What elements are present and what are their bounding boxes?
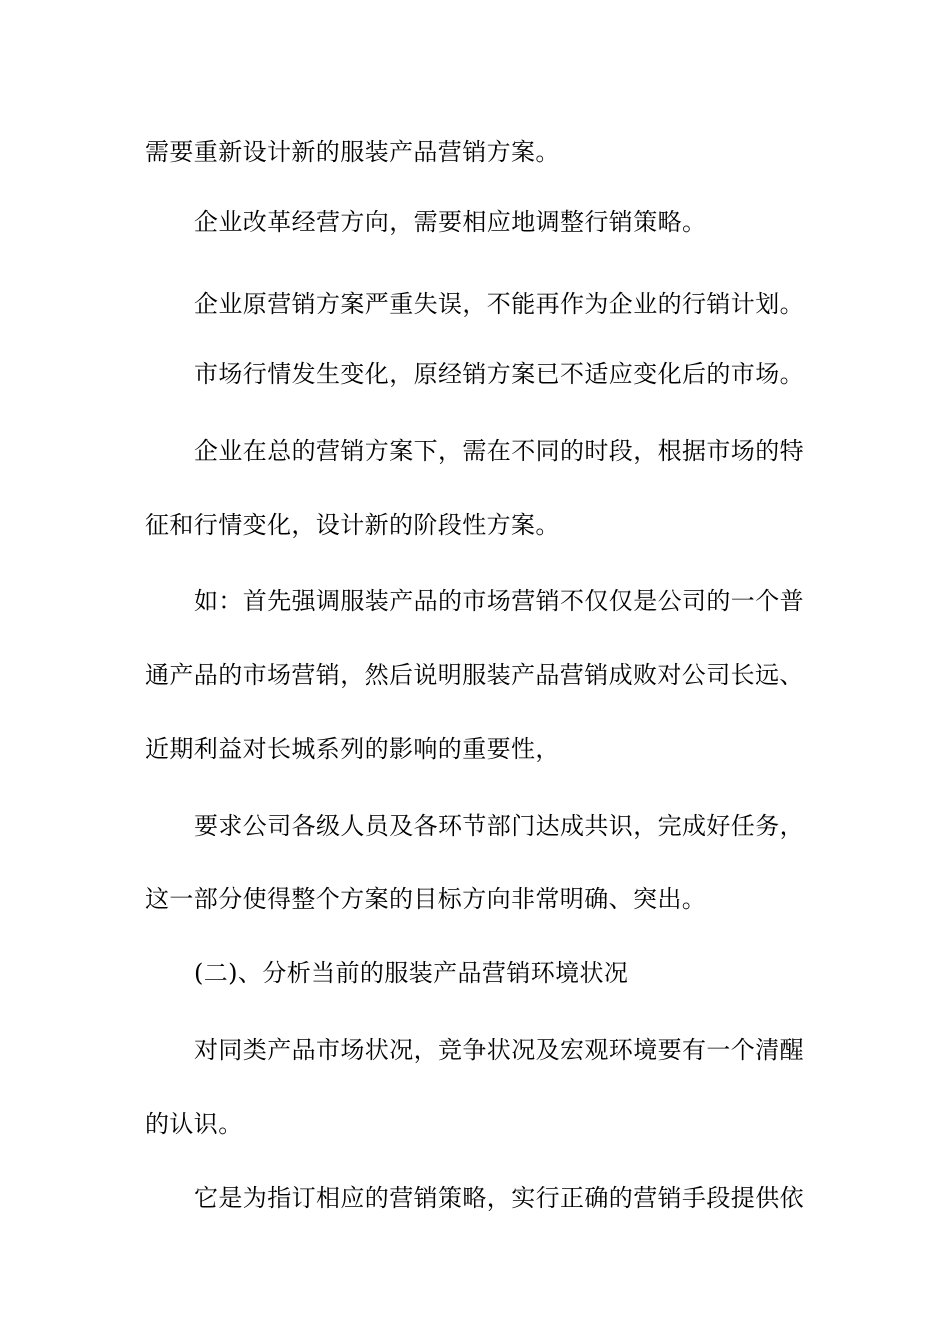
text-line-5: 企业在总的营销方案下，需在不同的时段，根据市场的特 (194, 437, 804, 465)
text-line-13: 对同类产品市场状况，竞争状况及宏观环境要有一个清醒 (194, 1036, 804, 1064)
section-heading: (二)、分析当前的服装产品营销环境状况 (194, 959, 629, 987)
text-line-1: 需要重新设计新的服装产品营销方案。 (145, 138, 560, 166)
text-line-11: 这一部分使得整个方案的目标方向非常明确、突出。 (145, 885, 707, 913)
text-line-15: 它是为指订相应的营销策略，实行正确的营销手段提供依 (194, 1184, 804, 1212)
text-line-4: 市场行情发生变化，原经销方案已不适应变化后的市场。 (194, 360, 804, 388)
text-line-6: 征和行情变化，设计新的阶段性方案。 (145, 511, 560, 539)
text-line-9: 近期利益对长城系列的影响的重要性， (145, 735, 560, 763)
text-line-14: 的认识。 (145, 1110, 243, 1138)
text-line-7: 如：首先强调服装产品的市场营销不仅仅是公司的一个普 (194, 587, 804, 615)
text-line-8: 通产品的市场营销，然后说明服装产品营销成败对公司长远、 (145, 661, 804, 689)
text-line-3: 企业原营销方案严重失误，不能再作为企业的行销计划。 (194, 290, 804, 318)
text-line-10: 要求公司各级人员及各环节部门达成共识，完成好任务， (194, 812, 804, 840)
text-line-2: 企业改革经营方向，需要相应地调整行销策略。 (194, 208, 707, 236)
